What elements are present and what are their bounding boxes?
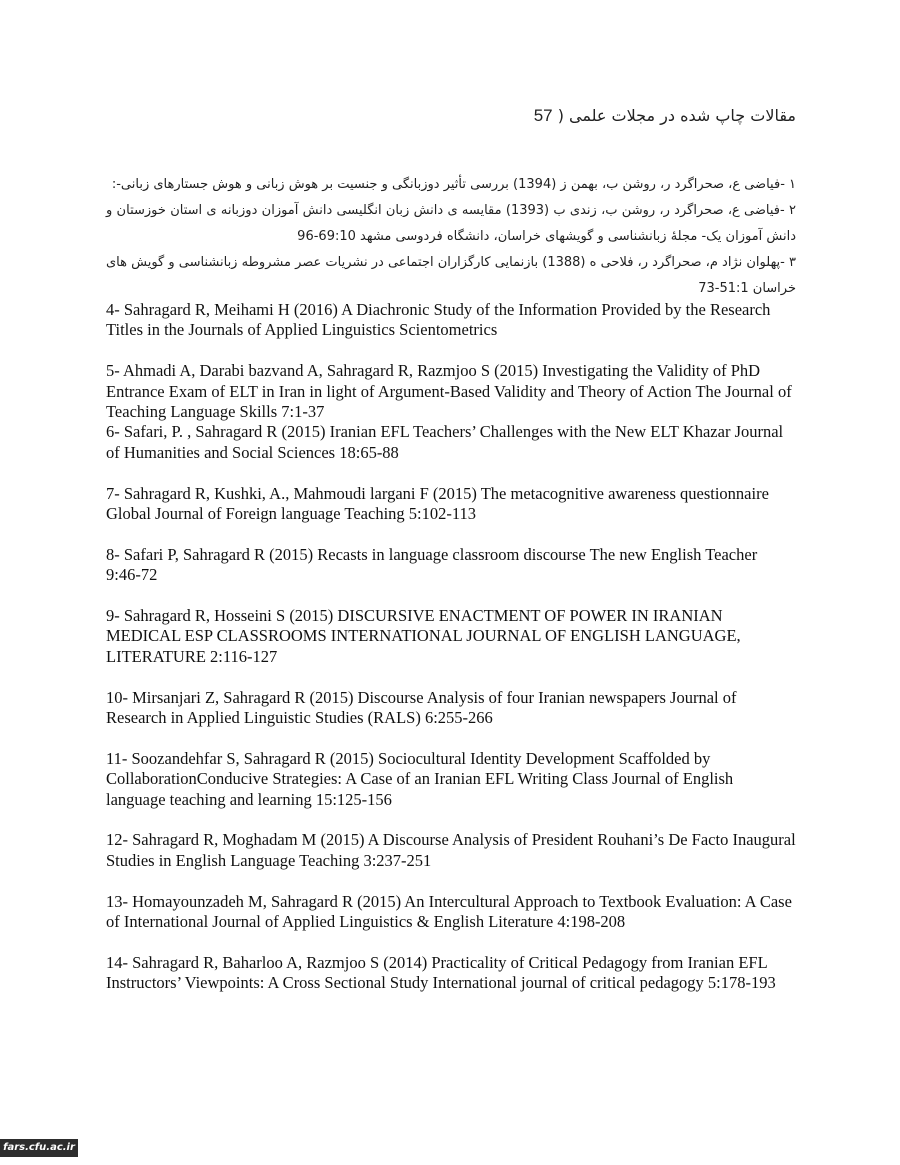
list-item: 9- Sahragard R, Hosseini S (2015) DISCURSIVE ENACTMENT OF POWER IN IRANIAN MEDICAL ESP CLASSROOMS INTERNATIONAL JOURNAL OF ENGLISH LANGUAGE, LITERATURE 2:116-127	[106, 606, 741, 666]
list-item: 12- Sahragard R, Moghadam M (2015) A Discourse Analysis of President Rouhani’s De Facto Inaugural Studies in English Language Teaching 3:237-251	[106, 830, 796, 870]
list-item: 11- Soozandehfar S, Sahragard R (2015) Sociocultural Identity Development Scaffolded by CollaborationConducive Strategies: A Case of an Iranian EFL Writing Class Journal of English language teaching and learning 15:125-156	[106, 748, 734, 809]
list-item: 4- Sahragard R, Meihami H (2016) A Diachronic Study of the Information Provided by the Research Titles in the Journals of Applied Linguistics Scientometrics	[106, 300, 771, 340]
list-item: 8- Safari P, Sahragard R (2015) Recasts in language classroom discourse The new English Teacher 9:46-72	[106, 544, 758, 585]
list-item: ۳ -پهلوان نژاد م، صحراگرد ر، فلاحی ه (1388) بازنمایی کارگزاران اجتماعی در نشریات عصر مشروطه زبانشناسی و گویش های خراسان 51:1-73	[106, 255, 796, 296]
article-count: 57	[533, 106, 553, 125]
english-reference-list	[106, 300, 796, 994]
list-item: 5- Ahmadi A, Darabi bazvand A, Sahragard R, Razmjoo S (2015) Investigating the Validity of PhD Entrance Exam of ELT in Iran in light of Argument-Based Validity and Theory of Action The Journal of Teaching Language Skills 7:1-37	[106, 361, 792, 422]
section-heading-text: مقالات چاپ شده در مجلات علمی (	[557, 106, 796, 125]
persian-reference-list	[106, 172, 796, 302]
list-item: 6- Safari, P. , Sahragard R (2015) Iranian EFL Teachers’ Challenges with the New ELT Khazar Journal of Humanities and Social Sciences 18:65-88	[106, 422, 784, 462]
list-item: 7- Sahragard R, Kushki, A., Mahmoudi largani F (2015) The metacognitive awareness questionnaire Global Journal of Foreign language Teaching 5:102-113	[106, 483, 769, 524]
list-item: 10- Mirsanjari Z, Sahragard R (2015) Discourse Analysis of four Iranian newspapers Journal of Research in Applied Linguistic Studies (RALS) 6:255-266	[106, 687, 737, 728]
list-item: 13- Homayounzadeh M, Sahragard R (2015) An Intercultural Approach to Textbook Evaluation: A Case of International Journal of Applied Linguistics & English Literature 4:198-208	[106, 891, 792, 932]
list-item: 14- Sahragard R, Baharloo A, Razmjoo S (2014) Practicality of Critical Pedagogy from Iranian EFL Instructors’ Viewpoints: A Cross Sectional Study International journal of critical pedagogy 5:178-193	[106, 952, 776, 993]
list-item: ۲ -فیاضی ع، صحراگرد ر، روشن ب، زندی ب (1393) مقایسه ی دانش زبان انگلیسی دانش آموزان دوزبانه ی استان خوزستان و دانش آموزان یک- مجلۀ زبانشناسی و گویشهای خراسان، دانشگاه فردوسی مشهد 69:10-96	[106, 203, 796, 244]
list-item: ۱ -فیاضی ع، صحراگرد ر، روشن ب، بهمن ز (1394) بررسی تأثیر دوزبانگی و جنسیت بر هوش زبانی و هوش جستارهای زبانی-:	[111, 177, 796, 192]
section-heading	[296, 106, 796, 126]
site-link-badge[interactable]: fars.cfu.ac.ir	[0, 1139, 78, 1157]
